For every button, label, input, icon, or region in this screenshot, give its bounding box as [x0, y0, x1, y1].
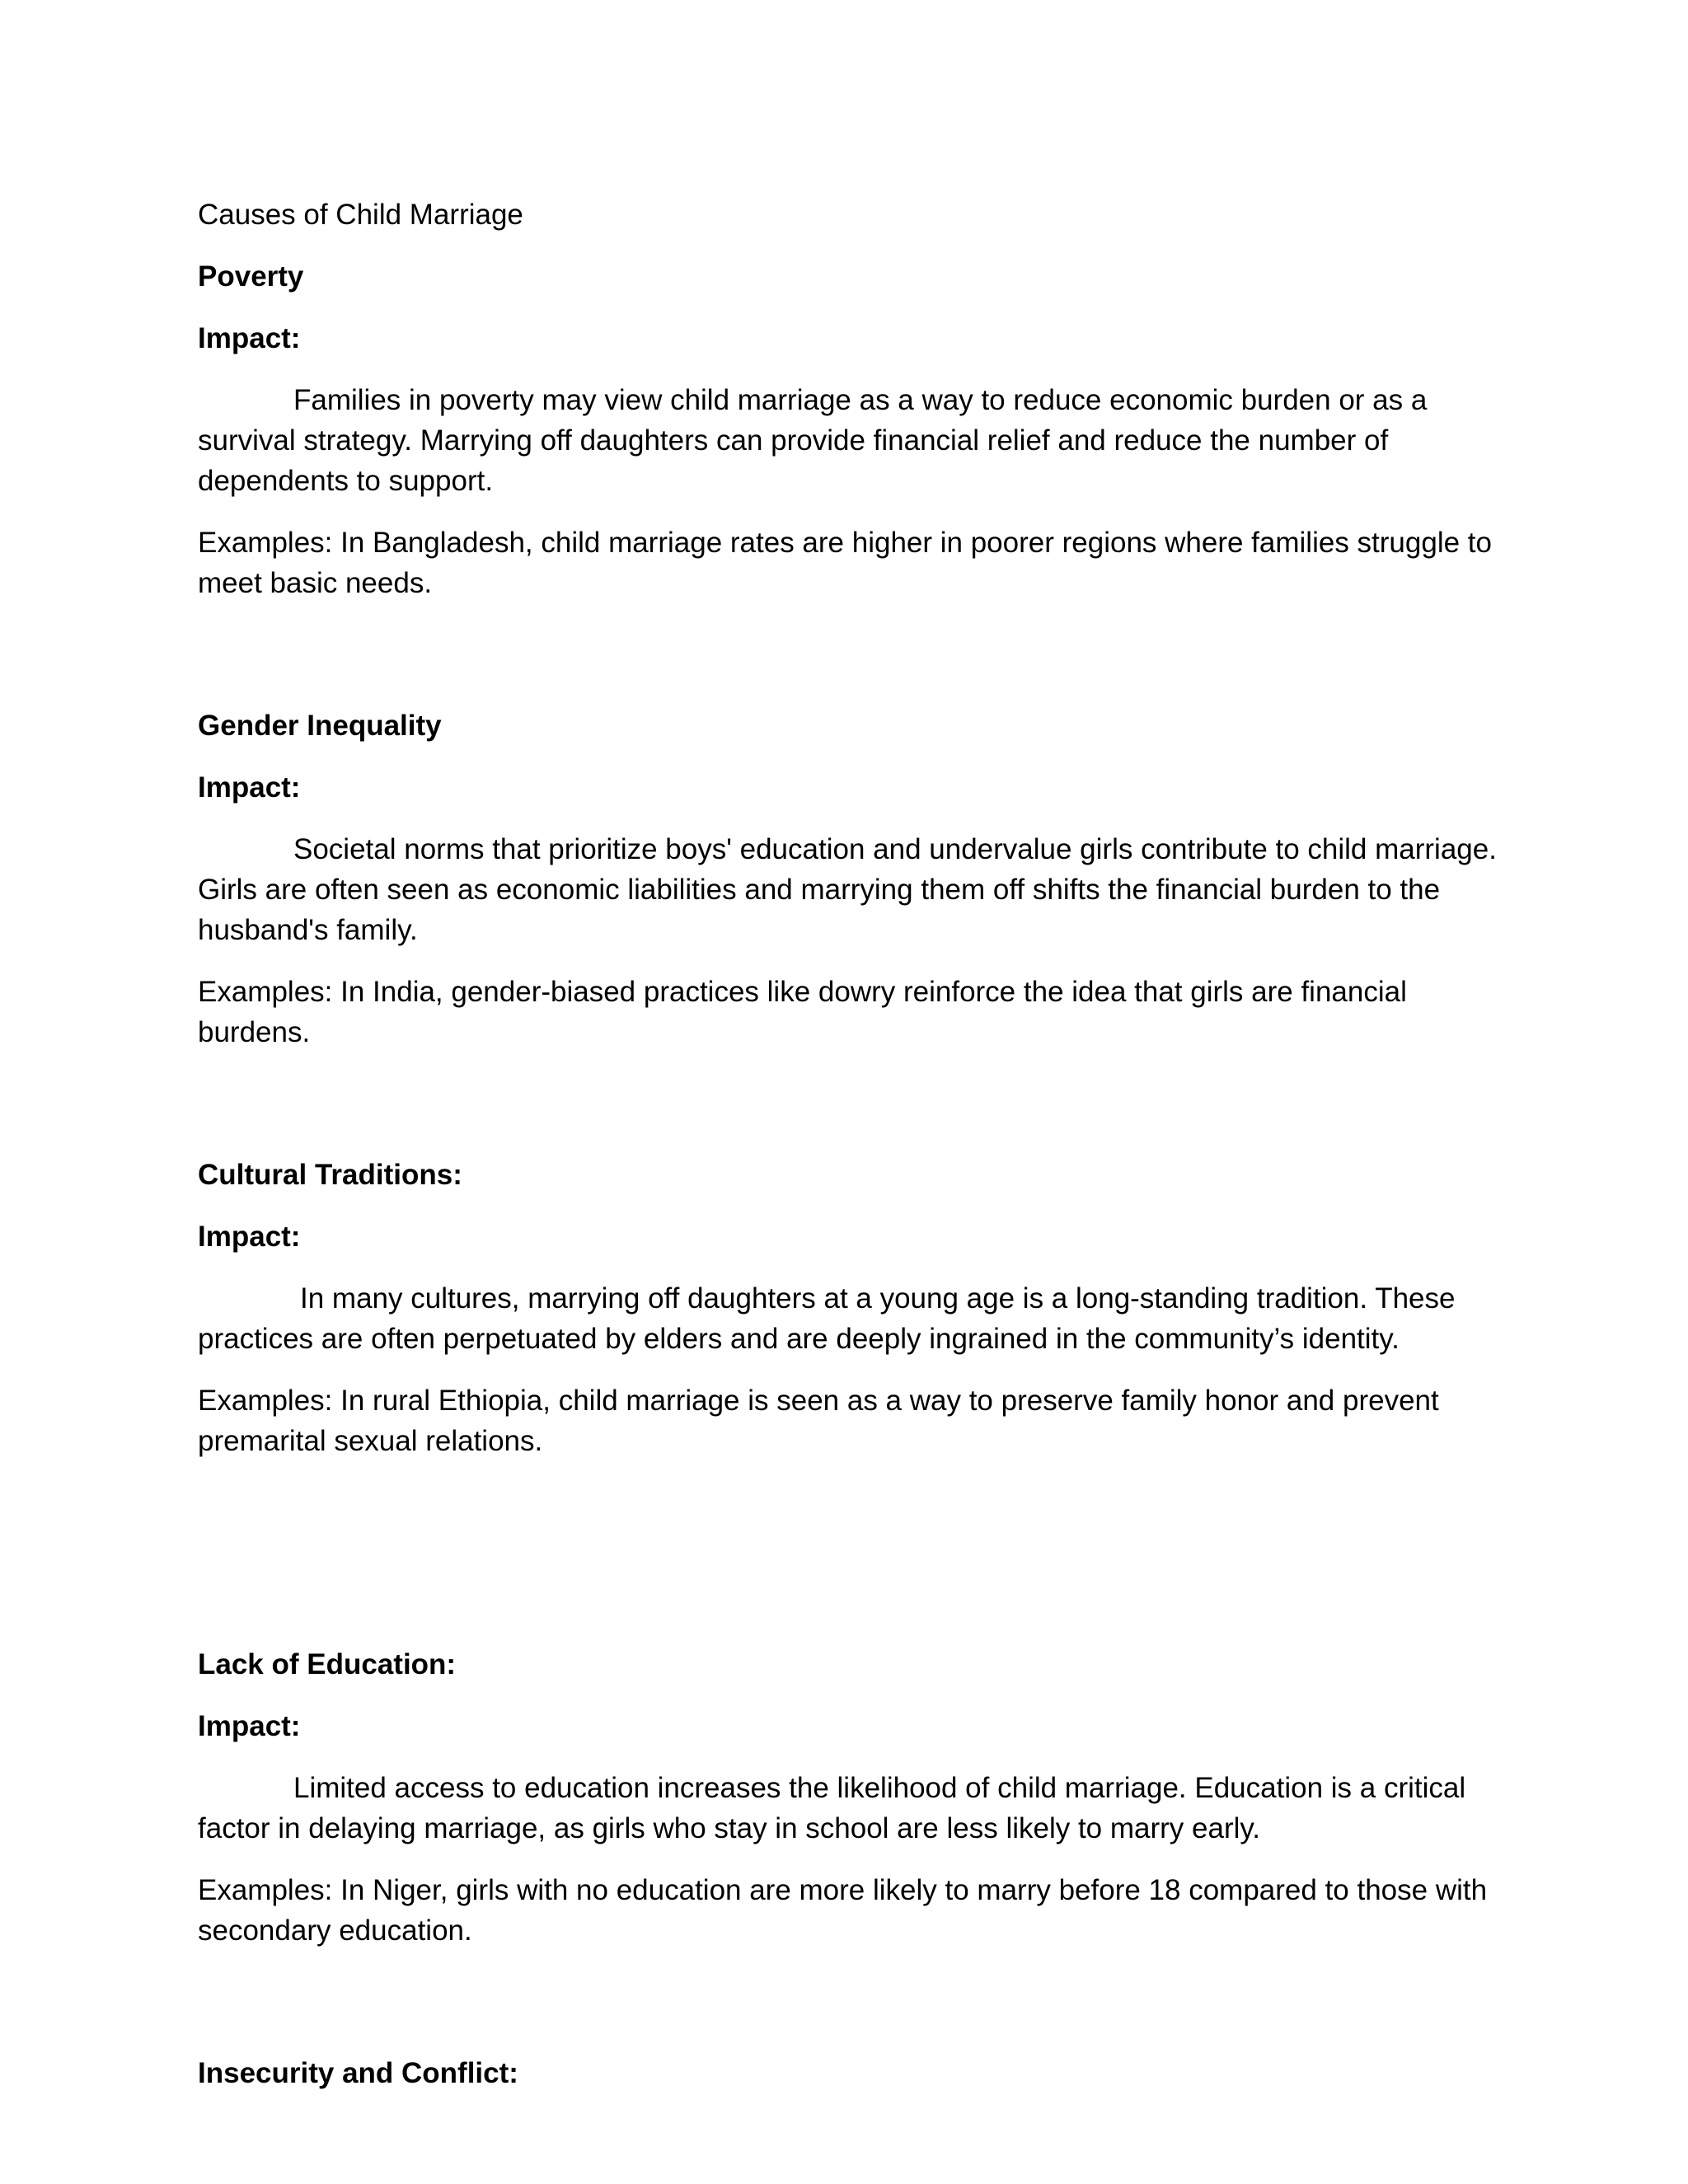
section-heading: Insecurity and Conflict: [198, 2057, 518, 2089]
section-gender-inequality [198, 705, 1500, 1052]
impact-label: Impact: [198, 322, 301, 354]
section-spacer [198, 1461, 1500, 1644]
section-poverty [198, 256, 1500, 603]
section-insecurity-and-conflict [198, 2053, 1500, 2093]
section-cultural-traditions [198, 1155, 1500, 1461]
examples-paragraph: Examples: In rural Ethiopia, child marriage is seen as a way to preserve family honor and prevent premarital sexual relations. [198, 1385, 1439, 1457]
impact-label: Impact: [198, 771, 301, 804]
section-spacer [198, 1951, 1500, 2053]
section-heading: Gender Inequality [198, 710, 442, 742]
section-lack-of-education [198, 1644, 1500, 1951]
document-body [198, 194, 1500, 2115]
impact-paragraph: Societal norms that prioritize boys' education and undervalue girls contribute to child marriage. Girls are often seen as economic liabilities and marrying them off shifts the financial burden to the husband's family. [198, 833, 1497, 946]
section-spacer [198, 1052, 1500, 1155]
impact-paragraph: In many cultures, marrying off daughters at a young age is a long-standing tradition. These practices are often perpetuated by elders and are deeply ingrained in the community’s identity. [198, 1282, 1456, 1355]
examples-paragraph: Examples: In Bangladesh, child marriage rates are higher in poorer regions where families struggle to meet basic needs. [198, 527, 1492, 599]
impact-paragraph: Families in poverty may view child marriage as a way to reduce economic burden or as a survival strategy. Marrying off daughters can provide financial relief and reduce the number of dependents to support. [198, 384, 1428, 497]
examples-paragraph: Examples: In India, gender-biased practices like dowry reinforce the idea that girls are financial burdens. [198, 976, 1407, 1048]
section-heading: Poverty [198, 260, 304, 293]
section-spacer [198, 603, 1500, 705]
impact-label: Impact: [198, 1221, 301, 1253]
impact-label: Impact: [198, 1710, 301, 1742]
examples-paragraph: Examples: In Niger, girls with no education are more likely to marry before 18 compared to those with secondary education. [198, 1874, 1488, 1947]
section-heading: Cultural Traditions: [198, 1159, 462, 1191]
document-title: Causes of Child Marriage [198, 199, 523, 231]
impact-paragraph: Limited access to education increases the likelihood of child marriage. Education is a critical factor in delaying marriage, as girls who stay in school are less likely to marry early. [198, 1772, 1466, 1844]
section-heading: Lack of Education: [198, 1648, 457, 1680]
